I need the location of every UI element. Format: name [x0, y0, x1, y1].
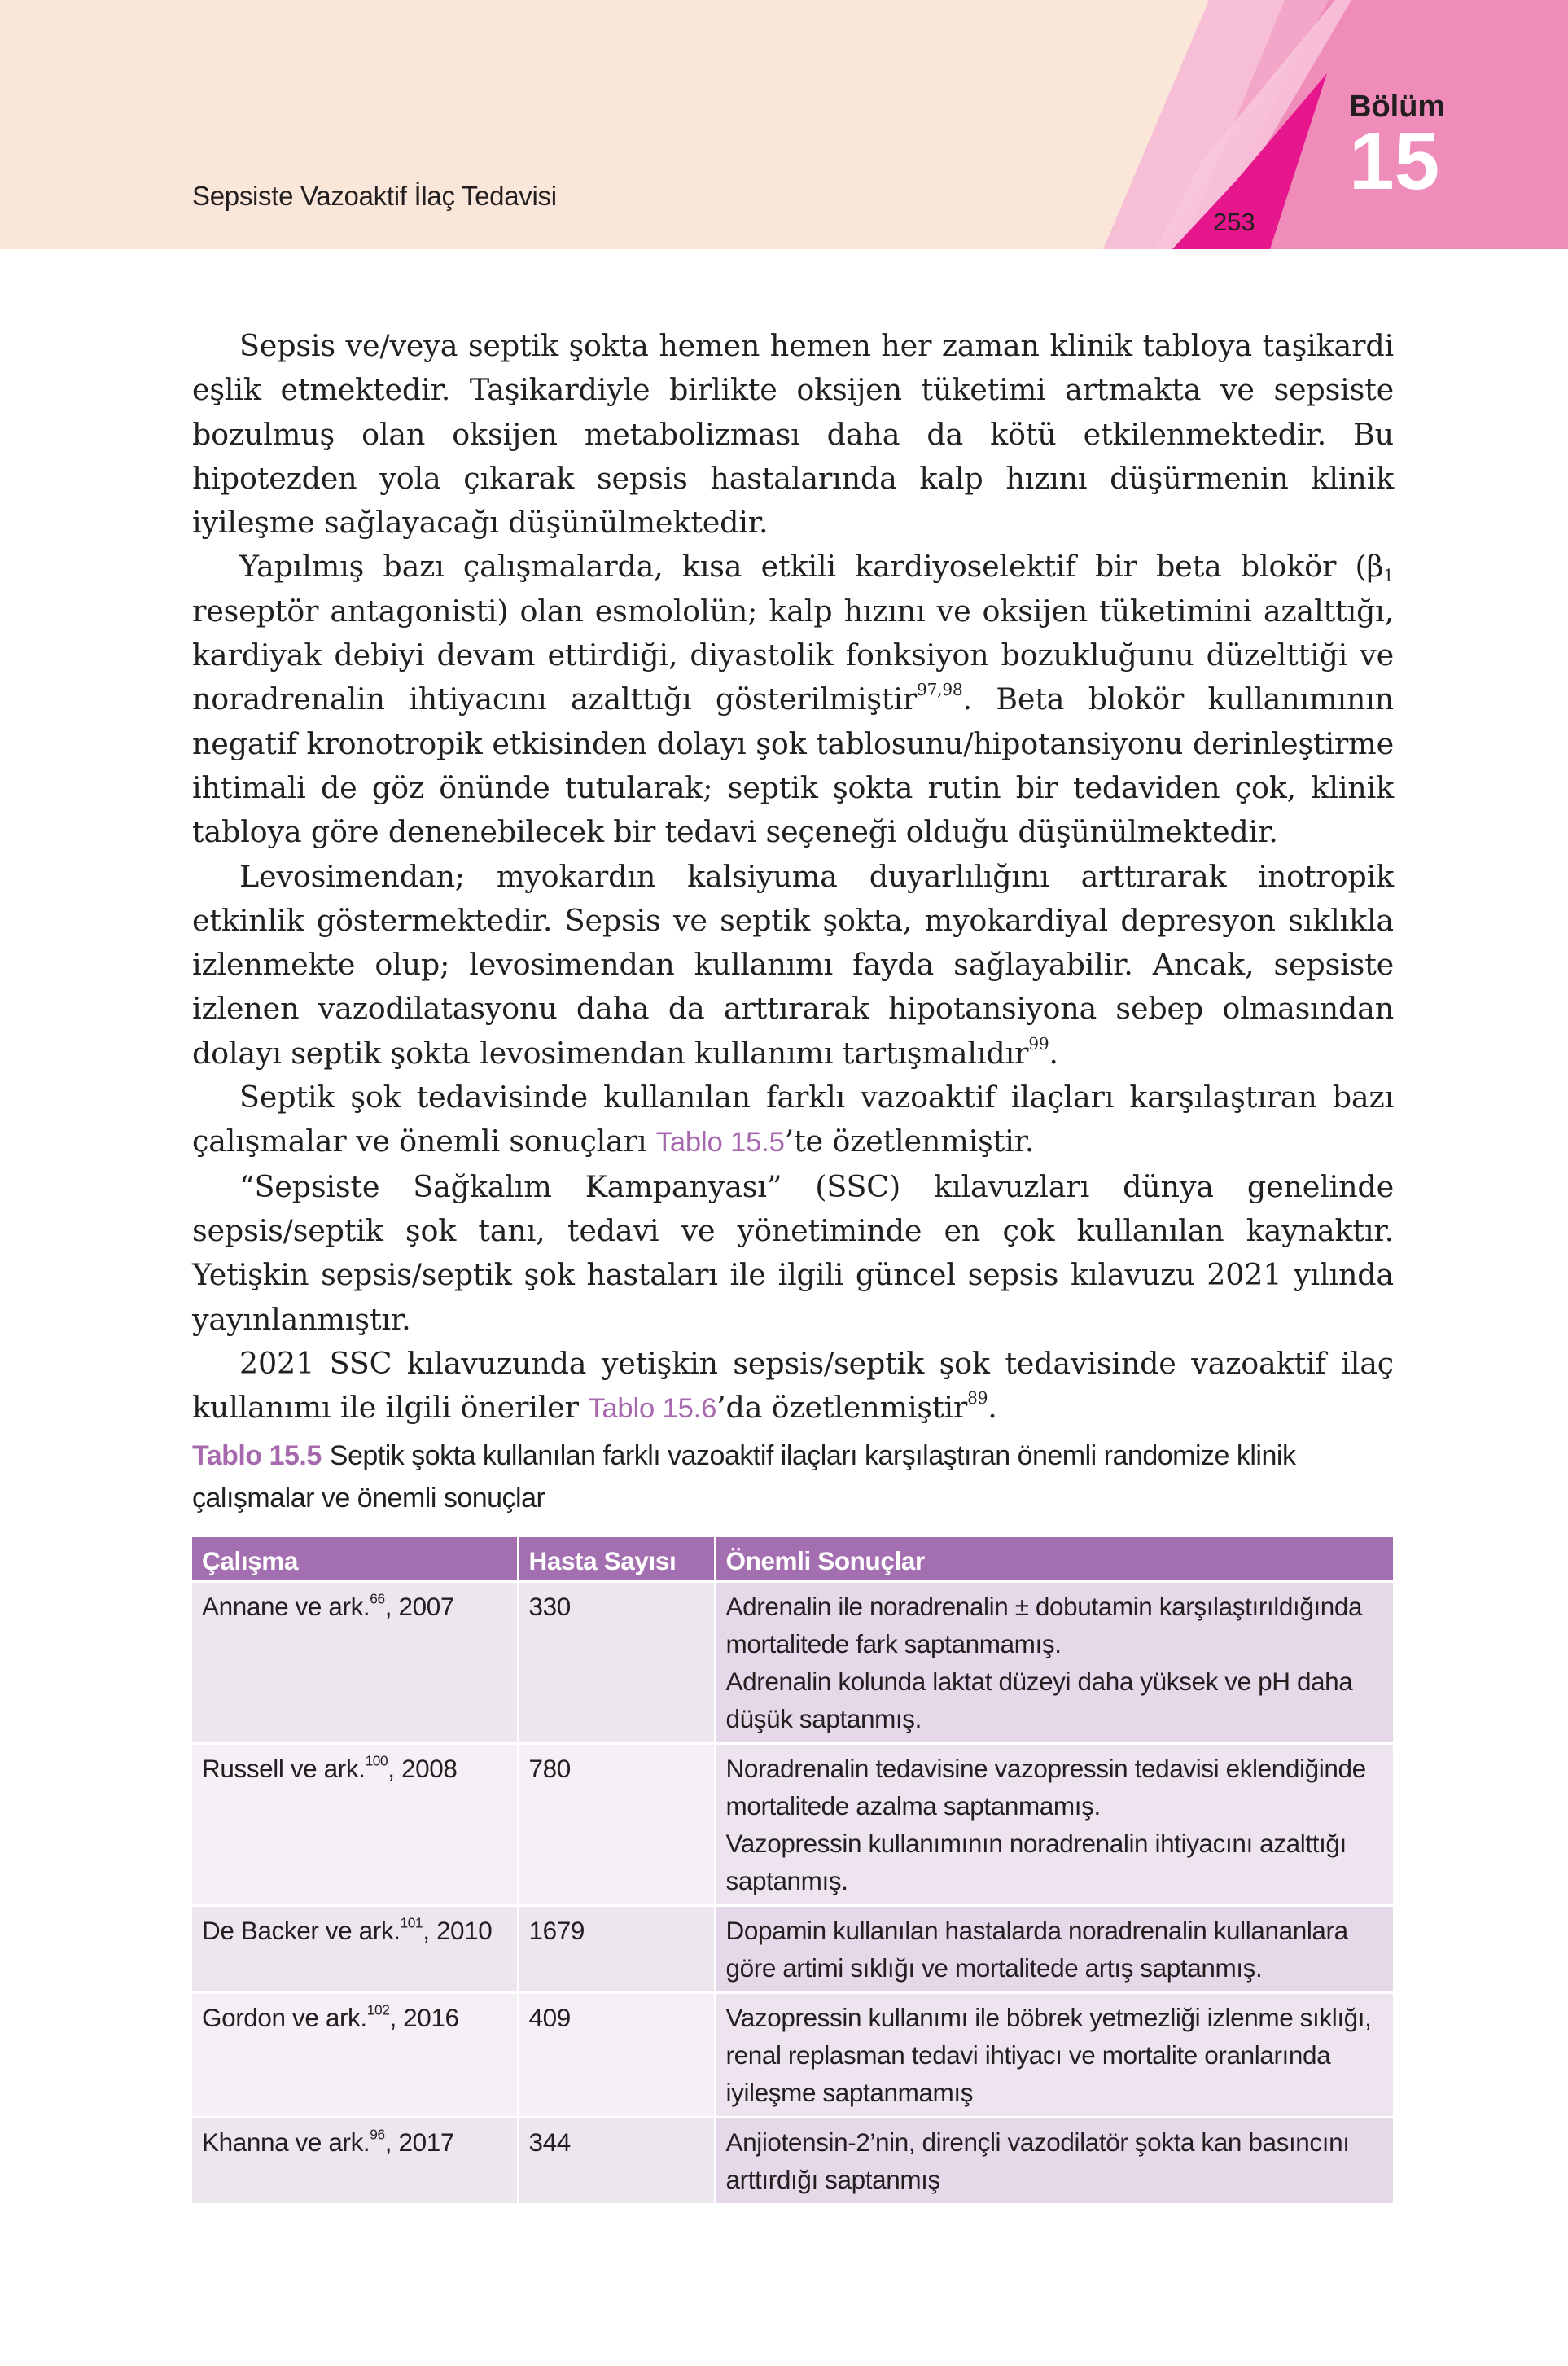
result-text: Adrenalin ile noradrenalin ± dobutamin karşılaştırıldığında mortalitede fark saptanmamış. [725, 1592, 1363, 1658]
citation-ref: 101 [400, 1914, 423, 1931]
patients-cell: 780 [518, 1744, 715, 1906]
paragraph-6-text-a: 2021 SSC kılavuzunda yetişkin sepsis/septik şok tedavisinde vazoaktif ilaç kullanımı ile ilgili öneriler [192, 1345, 1394, 1426]
paragraph-5-text: “Sepsiste Sağkalım Kampanyası” (SSC) kılavuzları dünya genelinde sepsis/septik şok tanı, tedavi ve yönetiminde en çok kullanılan kaynaktır. Yetişkin sepsis/septik şok hastaları ile ilgili güncel sepsis kılavuzu 2021 yılında yayınlanmıştır. [192, 1168, 1394, 1337]
paragraph-5 [192, 1165, 1394, 1342]
study-name: Annane ve ark. [202, 1592, 370, 1621]
study-cell [192, 1744, 518, 1906]
page-number: 253 [1213, 208, 1255, 236]
citation-ref: 99 [1028, 1033, 1049, 1054]
patients-cell: 344 [518, 2118, 715, 2204]
citation-ref: 89 [967, 1388, 988, 1409]
paragraph-2-text-a: Yapılmış bazı çalışmalarda, kısa etkili kardiyoselektif bir beta blokör (β [239, 549, 1384, 585]
result-text: Vazopressin kullanımının noradrenalin ihtiyacını azalttığı saptanmış. [725, 1829, 1347, 1895]
patients-cell: 1679 [518, 1906, 715, 1993]
paragraph-4-text-b: ’te özetlenmiştir. [784, 1124, 1035, 1159]
study-year: , 2010 [423, 1916, 493, 1945]
result-text: Anjiotensin-2’nin, dirençli vazodilatör şokta kan basıncını arttırdığı saptanmış [725, 2127, 1350, 2194]
results-cell [715, 2118, 1393, 2204]
beta-subscript: 1 [1383, 566, 1394, 586]
study-cell [192, 1906, 518, 1993]
paragraph-4-text-a: Septik şok tedavisinde kullanılan farklı vazoaktif ilaçları karşılaştıran bazı çalışmalar ve önemli sonuçları [192, 1080, 1394, 1159]
paragraph-6-text-b: ’da özetlenmiştir [716, 1390, 968, 1426]
result-text: Vazopressin kullanımı ile böbrek yetmezliği izlenme sıklığı, renal replasman tedavi ihtiyacı ve mortalite oranlarında iyileşme saptanmamış [725, 2003, 1372, 2107]
study-name: Gordon ve ark. [202, 2003, 367, 2032]
paragraph-6-text-c: . [988, 1390, 997, 1426]
study-name: De Backer ve ark. [202, 1916, 401, 1945]
table-15-6-link[interactable]: Tablo 15.6 [588, 1393, 717, 1425]
results-cell [715, 1993, 1393, 2118]
paragraph-1 [192, 324, 1394, 545]
paragraph-3-text-b: . [1049, 1035, 1058, 1071]
result-text: Adrenalin kolunda laktat düzeyi daha yüksek ve pH daha düşük saptanmış. [725, 1667, 1353, 1733]
patients-cell: 330 [518, 1582, 715, 1744]
results-cell [715, 1906, 1393, 1993]
study-name: Khanna ve ark. [202, 2127, 370, 2157]
paragraph-3-text-a: Levosimendan; myokardın kalsiyuma duyarlılığını arttırarak inotropik etkinlik göstermektedir. Sepsis ve septik şokta, myokardiyal depresyon sıklıkla izlenmekte olup; levosimendan kullanımı fayda sağlayabilir. Ancak, sepsiste izlenen vazodilatasyonu daha da arttırarak hipotansiyona sebep olmasından dolayı septik şokta levosimendan kullanımı tartışmalıdır [192, 858, 1394, 1071]
chapter-number: 15 [1349, 116, 1440, 207]
study-cell [192, 2118, 518, 2204]
table-caption [192, 1435, 1397, 1519]
citation-ref: 100 [365, 1752, 388, 1769]
paragraph-1-text: Sepsis ve/veya septik şokta hemen hemen her zaman klinik tabloya taşikardi eşlik etmektedir. Taşikardiyle birlikte oksijen tüketimi artmakta ve sepsiste bozulmuş olan oksijen metabolizması daha da kötü etkilenmektedir. Bu hipotezden yola çıkarak sepsis hastalarında kalp hızını düşürmenin klinik iyileşme sağlayacağı düşünülmektedir. [192, 328, 1394, 541]
paragraph-2-text-b: reseptör antagonisti) olan esmololün; kalp hızını ve oksijen tüketimini azalttığı, kardiyak debiyi devam ettirdiği, diyastolik fonksiyon bozukluğunu düzelttiği ve noradrenalin ihtiyacını azalttığı gösterilmiştir [192, 593, 1394, 717]
results-cell [715, 1582, 1393, 1744]
column-header-patients: Hasta Sayısı [518, 1537, 715, 1582]
citation-ref: 102 [366, 2001, 390, 2018]
comparison-table [192, 1537, 1393, 2203]
table-row [192, 1744, 1393, 1906]
citation-ref: 96 [370, 2126, 385, 2143]
table-row [192, 1906, 1393, 1993]
table-header-row [192, 1537, 1393, 1582]
paragraph-4 [192, 1076, 1394, 1165]
study-name: Russell ve ark. [202, 1754, 366, 1783]
result-text: Dopamin kullanılan hastalarda noradrenalin kullananlara göre artimi sıklığı ve mortalitede artış saptanmış. [725, 1916, 1348, 1983]
result-text: Noradrenalin tedavisine vazopressin tedavisi eklendiğinde mortalitede azalma saptanmamış. [725, 1754, 1366, 1821]
citation-ref: 97,98 [917, 680, 963, 700]
table-row [192, 2118, 1393, 2204]
study-year: , 2016 [389, 2003, 459, 2032]
column-header-results: Önemli Sonuçlar [715, 1537, 1393, 1582]
table-row [192, 1582, 1393, 1744]
paragraph-3 [192, 855, 1394, 1076]
chapter-tab-graphic [0, 0, 1568, 249]
running-title: Sepsiste Vazoaktif İlaç Tedavisi [192, 181, 557, 211]
patients-cell: 409 [518, 1993, 715, 2118]
paragraph-2-text-c: . Beta blokör kullanımının negatif kronotropik etkisinden dolayı şok tablosunu/hipotansiyonu derinleştirme ihtimali de göz önünde tutularak; septik şokta rutin bir tedaviden çok, klinik tabloya göre denenebilecek bir tedavi seçeneği olduğu düşünülmektedir. [192, 681, 1394, 850]
table-row [192, 1993, 1393, 2118]
study-cell [192, 1993, 518, 2118]
results-cell [715, 1744, 1393, 1906]
study-year: , 2007 [384, 1592, 454, 1621]
paragraph-6 [192, 1342, 1394, 1431]
table-15-5-link[interactable]: Tablo 15.5 [655, 1127, 785, 1159]
column-header-study: Çalışma [192, 1537, 518, 1582]
citation-ref: 66 [370, 1590, 385, 1607]
table-caption-text: Septik şokta kullanılan farklı vazoaktif ilaçları karşılaştıran önemli randomize klinik çalışmalar ve önemli sonuçlar [192, 1440, 1296, 1514]
study-year: , 2017 [384, 2127, 454, 2157]
table-caption-label: Tablo 15.5 [192, 1440, 322, 1471]
paragraph-2 [192, 545, 1394, 854]
study-year: , 2008 [388, 1754, 458, 1783]
chapter-label: Bölüm [1349, 90, 1446, 124]
page-header [0, 0, 1568, 249]
body-text [192, 324, 1394, 1431]
study-cell [192, 1582, 518, 1744]
